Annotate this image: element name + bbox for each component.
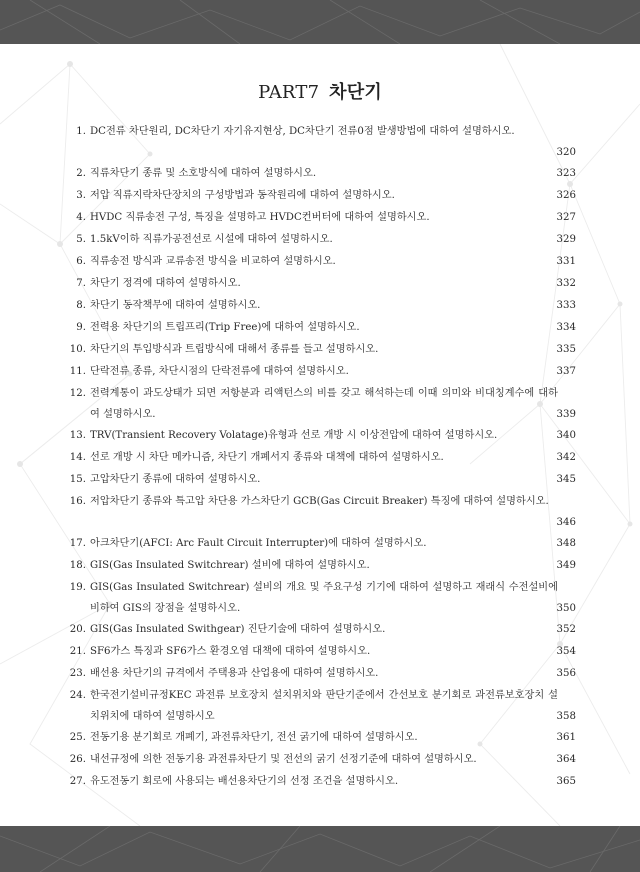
entry-number: 7. [76, 278, 86, 289]
entry-number: 4. [76, 212, 86, 223]
entry-page: 323 [556, 168, 576, 179]
entry-number: 26. [69, 754, 86, 765]
entry-title: 아크차단기(AFCI: Arc Fault Circuit Interrupter)에 대하여 설명하시오. [90, 538, 427, 549]
entry-number: 5. [76, 234, 86, 245]
entry-page: 339 [556, 409, 576, 420]
toc-entry [64, 122, 576, 164]
entry-number: 19. [69, 582, 86, 593]
entry-page: 356 [556, 668, 576, 679]
entry-page: 361 [556, 732, 576, 743]
entry-title: 직류차단기 종류 및 소호방식에 대하여 설명하시오. [90, 168, 317, 179]
entry-page: 348 [556, 538, 576, 549]
entry-title: GIS(Gas Insulated Switchrear) 설비의 개요 및 주요구성 기기에 대하여 설명하고 재래식 수전설비에 비하여 GIS의 장점을 설명하시오. [90, 582, 558, 614]
entry-title: 직류송전 방식과 교류송전 방식을 비교하여 설명하시오. [90, 256, 336, 267]
entry-page: 350 [556, 603, 576, 614]
entry-title: 고압차단기 종류에 대하여 설명하시오. [90, 474, 261, 485]
entry-number: 27. [69, 776, 86, 787]
entry-page: 331 [556, 256, 576, 267]
entry-number: 9. [76, 322, 86, 333]
entry-title: 한국전기설비규정KEC 과전류 보호장치 설치위치와 판단기준에서 간선보호 분기회로 과전류보호장치 설치위치에 대하여 설명하시오 [90, 690, 558, 722]
entry-number: 21. [69, 646, 86, 657]
entry-title: 차단기 정격에 대하여 설명하시오. [90, 278, 241, 289]
toc-entry [64, 384, 576, 426]
entry-title: 단락전류 종류, 차단시점의 단락전류에 대하여 설명하시오. [90, 366, 349, 377]
entry-number: 1. [76, 126, 86, 137]
entry-title: 저압차단기 종류와 특고압 차단용 가스차단기 GCB(Gas Circuit Breaker) 특징에 대하여 설명하시오. [90, 496, 549, 507]
entry-page: 320 [556, 147, 576, 158]
entry-page: 365 [556, 776, 576, 787]
entry-title: 저압 직류지락차단장치의 구성방법과 동작원리에 대하여 설명하시오. [90, 190, 395, 201]
entry-title: 유도전동기 회로에 사용되는 배선용차단기의 선정 조건을 설명하시오. [90, 776, 399, 787]
entry-title: DC전류 차단원리, DC차단기 자기유지현상, DC차단기 전류0점 발생방법에 대하여 설명하시오. [90, 126, 515, 137]
entry-title: 차단기 동작책무에 대하여 설명하시오. [90, 300, 261, 311]
entry-number: 15. [69, 474, 86, 485]
entry-title: HVDC 직류송전 구성, 특징을 설명하고 HVDC컨버터에 대하여 설명하시오. [90, 212, 430, 223]
entry-page: 349 [556, 560, 576, 571]
toc-entry [64, 578, 576, 620]
entry-title: 선로 개방 시 차단 메카니즘, 차단기 개폐서지 종류와 대책에 대하여 설명하시오. [90, 452, 444, 463]
entry-page: 364 [556, 754, 576, 765]
entry-page: 335 [556, 344, 576, 355]
entry-number: 12. [69, 388, 86, 399]
part-label: PART7 [258, 82, 320, 103]
entry-page: 345 [556, 474, 576, 485]
entry-page: 329 [556, 234, 576, 245]
toc-entry [64, 492, 576, 534]
entry-page: 332 [556, 278, 576, 289]
entry-title: 차단기의 투입방식과 트립방식에 대해서 종류를 들고 설명하시오. [90, 344, 379, 355]
entry-number: 16. [69, 496, 86, 507]
entry-title: 배선용 차단기의 규격에서 주택용과 산업용에 대하여 설명하시오. [90, 668, 379, 679]
entry-title: 1.5kV이하 직류가공전선로 시설에 대하여 설명하시오. [90, 234, 333, 245]
entry-number: 10. [69, 344, 86, 355]
entry-number: 23. [69, 668, 86, 679]
entry-number: 11. [69, 366, 86, 377]
entry-title: 내선규정에 의한 전동기용 과전류차단기 및 전선의 굵기 선정기준에 대하여 설명하시오. [90, 754, 477, 765]
entry-number: 24. [69, 690, 86, 701]
entry-number: 14. [69, 452, 86, 463]
entry-title: TRV(Transient Recovery Volatage)유형과 선로 개방 시 이상전압에 대하여 설명하시오. [90, 430, 498, 441]
entry-number: 2. [76, 168, 86, 179]
entry-title: GIS(Gas Insulated Swithgear) 진단기술에 대하여 설명하시오. [90, 624, 386, 635]
entry-number: 13. [69, 430, 86, 441]
entry-number: 25. [69, 732, 86, 743]
entry-number: 8. [76, 300, 86, 311]
entry-number: 18. [69, 560, 86, 571]
entry-page: 334 [556, 322, 576, 333]
entry-page: 358 [556, 711, 576, 722]
entry-page: 352 [556, 624, 576, 635]
entry-page: 326 [556, 190, 576, 201]
entry-page: 342 [556, 452, 576, 463]
entry-number: 3. [76, 190, 86, 201]
entry-title: 전력용 차단기의 트립프리(Trip Free)에 대하여 설명하시오. [90, 322, 360, 333]
entry-page: 327 [556, 212, 576, 223]
entry-page: 340 [556, 430, 576, 441]
entry-number: 6. [76, 256, 86, 267]
entry-title: 전동기용 분기회로 개폐기, 과전류차단기, 전선 굵기에 대하여 설명하시오. [90, 732, 418, 743]
entry-page: 346 [556, 517, 576, 528]
entry-title: 전력계통이 과도상태가 되면 저항분과 리액턴스의 비를 갖고 해석하는데 이때 의미와 비대칭계수에 대하여 설명하시오. [90, 388, 558, 420]
chapter-name: 차단기 [329, 82, 382, 103]
entry-page: 354 [556, 646, 576, 657]
entry-title: GIS(Gas Insulated Switchrear) 설비에 대하여 설명하시오. [90, 560, 370, 571]
entry-number: 17. [69, 538, 86, 549]
entry-title: SF6가스 특징과 SF6가스 환경오염 대책에 대하여 설명하시오. [90, 646, 371, 657]
entry-page: 337 [556, 366, 576, 377]
entry-page: 333 [556, 300, 576, 311]
entry-number: 20. [69, 624, 86, 635]
toc-entry [64, 686, 576, 728]
